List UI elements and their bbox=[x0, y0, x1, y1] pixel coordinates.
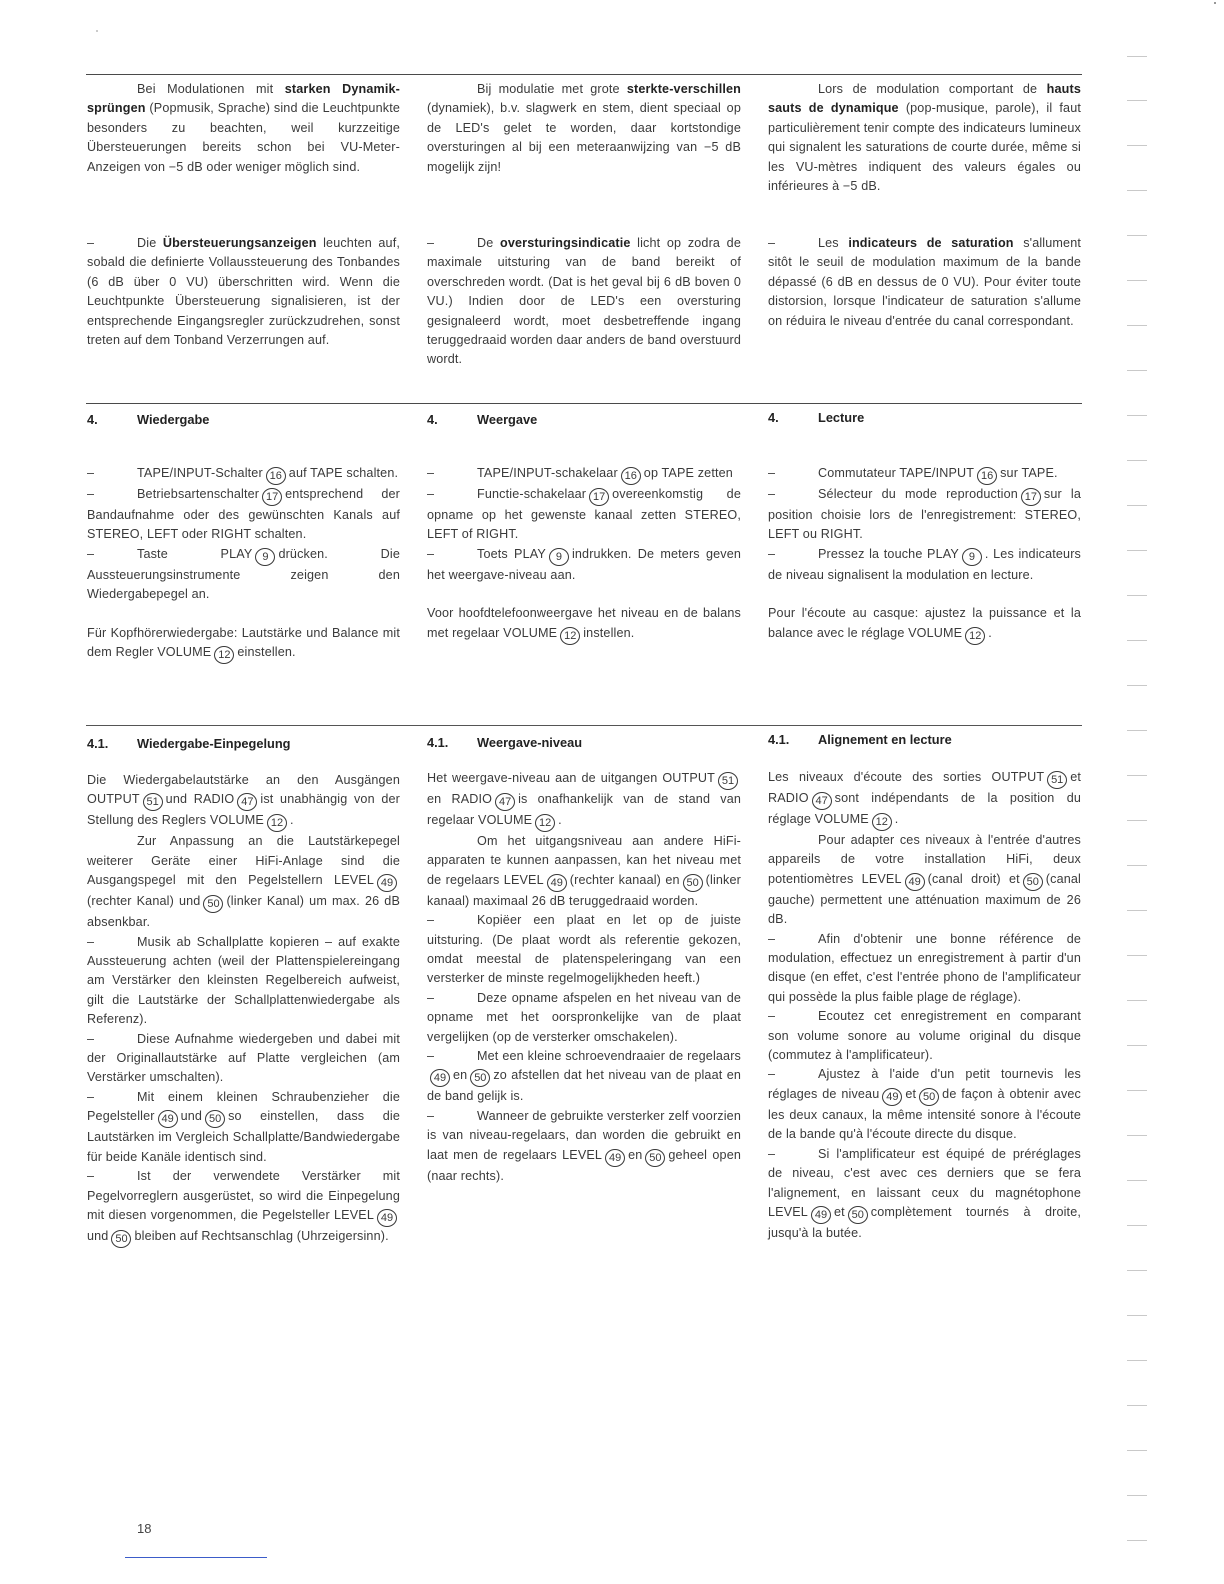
margin-tick bbox=[1127, 1000, 1147, 1001]
margin-tick bbox=[1127, 1495, 1147, 1496]
playback-heading-de: 4. Wiedergabe bbox=[87, 412, 210, 427]
control-number-badge: 50 bbox=[205, 1110, 225, 1128]
control-number-badge: 16 bbox=[266, 467, 286, 485]
control-number-badge: 47 bbox=[495, 793, 515, 811]
bottom-edge-line bbox=[125, 1557, 267, 1558]
control-number-badge: 49 bbox=[882, 1088, 902, 1106]
alignment-heading-nl: 4.1. Weergave-niveau bbox=[427, 735, 583, 750]
playback-text-fr: – Commutateur TAPE/INPUT 16 sur TAPE. – Sélecteur du mode reproduction 17 sur la position choisie lors de l'enregistrement: STEREO, LEFT ou RIGHT. – Pressez la touche PLAY 9 . Les indicateurs de niveau signalisent la modulation en lecture. Pour l'écoute au casque: ajustez la puissance et la balance avec le réglage VOLUME 12 . bbox=[768, 464, 1081, 645]
control-number-badge: 47 bbox=[812, 792, 832, 810]
margin-tick bbox=[1127, 685, 1147, 686]
control-number-badge: 50 bbox=[203, 895, 223, 913]
control-number-badge: 50 bbox=[1023, 873, 1043, 891]
margin-tick bbox=[1127, 235, 1147, 236]
margin-tick bbox=[1127, 280, 1147, 281]
margin-tick bbox=[1127, 1270, 1147, 1271]
control-number-badge: 12 bbox=[535, 814, 555, 832]
control-number-badge: 50 bbox=[111, 1230, 131, 1248]
control-number-badge: 51 bbox=[143, 793, 163, 811]
margin-tick bbox=[1127, 865, 1147, 866]
control-number-badge: 50 bbox=[683, 874, 703, 892]
control-number-badge: 50 bbox=[470, 1069, 490, 1087]
control-number-badge: 9 bbox=[962, 548, 982, 566]
playback-heading-nl: 4. Weergave bbox=[427, 412, 538, 427]
margin-tick bbox=[1127, 370, 1147, 371]
control-number-badge: 50 bbox=[919, 1088, 939, 1106]
control-number-badge: 47 bbox=[237, 793, 257, 811]
alignment-rule bbox=[86, 725, 1082, 726]
margin-tick bbox=[1127, 910, 1147, 911]
control-number-badge: 50 bbox=[848, 1206, 868, 1224]
control-number-badge: 9 bbox=[255, 548, 275, 566]
control-number-badge: 49 bbox=[377, 1209, 397, 1227]
control-number-badge: 51 bbox=[718, 772, 738, 790]
control-number-badge: 12 bbox=[214, 646, 234, 664]
control-number-badge: 49 bbox=[158, 1110, 178, 1128]
margin-tick bbox=[1127, 1405, 1147, 1406]
margin-tick bbox=[1127, 1450, 1147, 1451]
scan-speck bbox=[1214, 2, 1216, 4]
margin-tick bbox=[1127, 550, 1147, 551]
margin-tick bbox=[1127, 1540, 1147, 1541]
playback-heading-fr: 4. Lecture bbox=[768, 410, 865, 425]
page-number: 18 bbox=[137, 1521, 152, 1536]
margin-tick bbox=[1127, 730, 1147, 731]
control-number-badge: 49 bbox=[811, 1206, 831, 1224]
alignment-heading-de: 4.1. Wiedergabe-Einpegelung bbox=[87, 736, 291, 751]
control-number-badge: 12 bbox=[965, 627, 985, 645]
margin-tick bbox=[1127, 640, 1147, 641]
alignment-text-fr: Les niveaux d'écoute des sorties OUTPUT 51 et RADIO 47 sont indépendants de la position du réglage VOLUME 12 . Pour adapter ces niveaux à l'entrée d'autres appareils de votre installation HiFi, deux potentiomètres LEVEL 49 (canal droit) et 50 (canal gauche) permettent une atténuation maximum de 26 dB. – Afin d'obtenir une bonne référence de modulation, effectuez un enregistrement à partir d'un disque (en effet, c'est l'entrée phono de l'amplificateur qui possède la plus faible plage de réglage). – Ecoutez cet enregistrement en comparant son volume sonore au volume original du disque (commutez à l'amplificateur). – Ajustez à l'aide d'un petit tournevis les réglages de niveau 49 et 50 de façon à obtenir avec les deux canaux, la même intensité sonore à l'écoute de la bande qu'à l'écoute directe du disque. – Si l'amplificateur est équipé de préréglages de niveau, c'est avec ces derniers que se fera l'alignement, en laissant ceux du magnétophone LEVEL 49 et 50 complètement tournés à droite, jusqu'à la butée. bbox=[768, 770, 1081, 1240]
control-number-badge: 12 bbox=[872, 813, 892, 831]
control-number-badge: 49 bbox=[430, 1069, 450, 1087]
margin-tick bbox=[1127, 100, 1147, 101]
modulation-text-nl: Bij modulatie met grote sterkte-verschillen (dynamiek), b.v. slagwerk en stem, dient speciaal op de LED's gelet te worden, daar kortstondige oversturingen al bij een meteraanwijzing van −5 dB mogelijk zijn! bbox=[427, 82, 741, 174]
control-number-badge: 16 bbox=[621, 467, 641, 485]
margin-tick bbox=[1127, 1045, 1147, 1046]
margin-tick bbox=[1127, 460, 1147, 461]
margin-tick bbox=[1127, 56, 1147, 57]
overload-text-fr: – Les indicateurs de saturation s'allument sitôt le seuil de modulation maximum de la bande dépassé (6 dB en dessus de 0 VU). Pour éviter toute distorsion, lorsque l'indicateur de saturation s'allume on réduira le niveau d'entrée du canal correspondant. bbox=[768, 236, 1081, 328]
overload-text-de: – Die Übersteuerungsanzeigen leuchten auf, sobald die definierte Vollaussteuerung des Tonbandes (6 dB über 0 VU) überschritten wird. Wenn die Leuchtpunkte Übersteuerung signalisieren, ist der entsprechende Eingangsregler zurückzudrehen, sonst treten auf dem Tonband Verzerrungen auf. bbox=[87, 236, 401, 348]
overload-text-nl: – De oversturingsindicatie licht op zodra de maximale uitsturing van de band bereikt of overschreden wordt. (Dat is het geval bij 6 dB boven 0 VU.) Indien door de LED's een oversturing gesignaleerd wordt, moet desbetreffende ingang teruggedraaid worden daar anders de band overstuurd wordt. bbox=[427, 236, 741, 367]
playback-text-de: – TAPE/INPUT-Schalter 16 auf TAPE schalten. – Betriebsartenschalter 17 entsprechend der Bandaufnahme oder des gewünschten Kanals auf STEREO, LEFT oder RIGHT schalten. – Taste PLAY 9 drücken. Die Aussteuerungsinstrumente zeigen den Wiedergabepegel an. Für Kopfhörerwiedergabe: Lautstärke und Balance mit dem Regler VOLUME 12 einstellen. bbox=[87, 464, 400, 664]
control-number-badge: 49 bbox=[605, 1149, 625, 1167]
margin-tick bbox=[1127, 775, 1147, 776]
margin-tick bbox=[1127, 415, 1147, 416]
control-number-badge: 17 bbox=[262, 488, 282, 506]
control-number-badge: 12 bbox=[560, 627, 580, 645]
control-number-badge: 17 bbox=[589, 488, 609, 506]
alignment-text-de: Die Wiedergabelautstärke an den Ausgängen OUTPUT 51 und RADIO 47 ist unabhängig von der Stellung des Reglers VOLUME 12 . Zur Anpassung an die Lautstärkepegel weiterer Geräte einer HiFi-Anlage sind die Ausgangspegel mit den Pegelstellern LEVEL 49(rechter Kanal) und 50 (linker Kanal) um max. 26 dB absenkbar. – Musik ab Schallplatte kopieren – auf exakte Aussteuerung achten (weil der Plattenspielereingang am Verstärker den kleinsten Regelbereich aufweist, gilt die Lautstärke der Schallplattenwiedergabe als Referenz). – Diese Aufnahme wiedergeben und dabei mit der Originallautstärke auf Platte vergleichen (am Verstärker umschalten). – Mit einem kleinen Schraubenzieher die Pegelsteller 49 und 50 so einstellen, dass die Lautstärken im Vergleich Schallplatte/Bandwiedergabe für beide Kanäle identisch sind. – Ist der verwendete Verstärker mit Pegelvorreglern ausgerüstet, so wird die Einpegelung mit diesen vorgenommen, die Pegelsteller LEVEL 49und 50 bleiben auf Rechtsanschlag (Uhrzeigersinn). bbox=[87, 771, 400, 1248]
margin-tick bbox=[1127, 1360, 1147, 1361]
margin-tick bbox=[1127, 1225, 1147, 1226]
playback-rule bbox=[86, 403, 1082, 404]
control-number-badge: 51 bbox=[1047, 771, 1067, 789]
control-number-badge: 50 bbox=[645, 1149, 665, 1167]
top-rule bbox=[86, 74, 1082, 75]
control-number-badge: 49 bbox=[905, 873, 925, 891]
alignment-heading-fr: 4.1. Alignement en lecture bbox=[768, 732, 952, 747]
margin-tick bbox=[1127, 145, 1147, 146]
margin-tick bbox=[1127, 1090, 1147, 1091]
margin-tick bbox=[1127, 325, 1147, 326]
margin-tick bbox=[1127, 1315, 1147, 1316]
control-number-badge: 17 bbox=[1021, 488, 1041, 506]
scan-speck bbox=[96, 30, 98, 32]
modulation-text-de: Bei Modulationen mit starken Dynamik-sprüngen (Popmusik, Sprache) sind die Leuchtpunkte besonders zu beachten, weil kurzzeitige Übersteuerungen bereits schon bei VU-Meter-Anzeigen von −5 dB oder weniger möglich sind. bbox=[87, 82, 400, 174]
margin-tick bbox=[1127, 190, 1147, 191]
margin-tick bbox=[1127, 505, 1147, 506]
control-number-badge: 49 bbox=[377, 874, 397, 892]
margin-tick bbox=[1127, 1135, 1147, 1136]
margin-tick bbox=[1127, 595, 1147, 596]
alignment-text-nl: Het weergave-niveau aan de uitgangen OUTPUT 51en RADIO 47 is onafhankelijk van de stand van regelaar VOLUME 12 . Om het uitgangsniveau aan andere HiFi-apparaten te kunnen aanpassen, kan het niveau met de regelaars LEVEL 49 (rechter kanaal) en 50 (linker kanaal) maximaal 26 dB teruggedraaid worden. – Kopiëer een plaat en let op de juiste uitsturing. (De plaat wordt als referentie gekozen, omdat meestal de platenspeleringang van een versterker de minste regelmogelijkheden heeft.) – Deze opname afspelen en het niveau van de opname met het oorspronkelijke van de plaat vergelijken (op de versterker omschakelen). – Met een kleine schroevendraaier de regelaars49 en 50 zo afstellen dat het niveau van de plaat en de band gelijk is. – Wanneer de gebruikte versterker zelf voorzien is van niveau-regelaars, dan worden die gebruikt en laat men de regelaars LEVEL 49 en 50 geheel open (naar rechts). bbox=[427, 771, 742, 1183]
control-number-badge: 49 bbox=[547, 874, 567, 892]
modulation-text-fr: Lors de modulation comportant de hauts sauts de dynamique (pop-musique, parole), il faut particulièrement tenir compte des indicateurs lumineux qui signalent les saturations de courte durée, même si les VU-mètres indiquent des valeurs égales ou inférieures à −5 dB. bbox=[768, 82, 1081, 194]
control-number-badge: 16 bbox=[977, 467, 997, 485]
margin-tick bbox=[1127, 820, 1147, 821]
playback-text-nl: – TAPE/INPUT-schakelaar 16 op TAPE zetten – Functie-schakelaar 17 overeenkomstig de opname op het gewenste kanaal zetten STEREO, LEFT of RIGHT. – Toets PLAY 9 indrukken. De meters geven het weergave-niveau aan. Voor hoofdtelefoonweergave het niveau en de balans met regelaar VOLUME 12 instellen. bbox=[427, 464, 741, 645]
control-number-badge: 12 bbox=[267, 814, 287, 832]
control-number-badge: 9 bbox=[549, 548, 569, 566]
margin-tick bbox=[1127, 955, 1147, 956]
margin-tick bbox=[1127, 1180, 1147, 1181]
